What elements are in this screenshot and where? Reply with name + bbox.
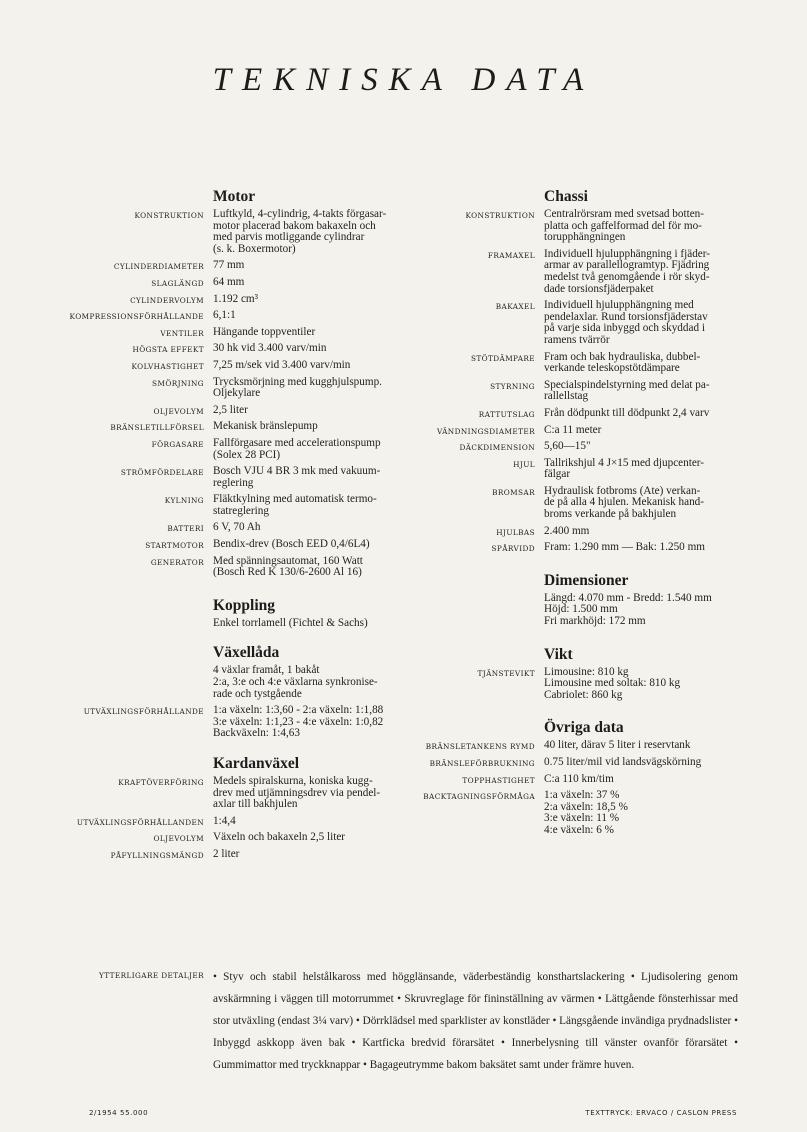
text-line: 30 hk vid 3.400 varv/min [213,342,327,355]
text-line: Mekanisk bränslepump [213,420,318,433]
text-line: 1:4,4 [213,814,236,827]
spec-row [400,380,800,403]
text-line: (s. k. Boxermotor) [213,242,296,255]
spec-value [535,526,745,538]
motor-rows [0,209,420,579]
spec-label: OLJEVOLYM [153,834,204,844]
text-line: 3:e växeln: 1:1,23 - 4:e växeln: 1:0,82 [213,715,384,728]
ovriga-heading: Övriga data [544,719,624,737]
text-line: (Bosch Red K 130/6-2600 Al 16) [213,566,362,579]
spec-row [0,438,420,461]
right-column [400,188,800,842]
vaxellada-rows [0,705,420,740]
text-line: 4:e växeln: 6 % [544,823,614,836]
spec-row [0,776,420,811]
spec-row [0,405,420,417]
spec-value [204,539,409,551]
text-line: 2:a, 3:e och 4:e växlarna synkronise- [213,676,378,689]
text-line: pendelaxlar. Rund torsionsfjäderstav [544,310,708,323]
koppling-text: Enkel torrlamell (Fichtel & Sachs) [213,616,368,629]
spec-row [0,260,420,272]
spec-row [0,360,420,372]
text-line: medelst två genomgående i rör skyd- [544,270,710,283]
spec-row [0,377,420,400]
spec-value [535,774,745,786]
spec-value [535,408,745,420]
spec-value [204,343,409,355]
text-line: C:a 110 km/tim [544,772,614,785]
text-line: Cabriolet: 860 kg [544,688,623,701]
spec-value [204,705,409,740]
spec-value [535,667,745,702]
spec-row [0,421,420,433]
spec-value [204,294,409,306]
text-line: reglering [213,476,254,489]
text-line: Fri markhöjd: 172 mm [544,615,646,628]
spec-row [0,849,420,861]
text-line: rade och tystgående [213,687,302,700]
text-line: rallellstag [544,390,589,403]
spec-row [400,441,800,453]
text-line: Oljekylare [213,387,261,400]
spec-value [204,849,409,861]
spec-row [0,494,420,517]
spec-row [400,425,800,437]
kardan-heading: Kardanväxel [213,755,300,772]
spec-value [535,542,745,554]
text-line: 7,25 m/sek vid 3.400 varv/min [213,358,351,371]
spec-value [535,441,745,453]
chassi-rows [400,209,800,554]
spec-label: STYRNING [490,381,535,391]
spec-row [400,408,800,420]
spec-label: CYLINDERVOLYM [130,295,204,305]
spec-value [204,438,409,461]
text-line: Från dödpunkt till dödpunkt 2,4 varv [544,406,710,419]
spec-row [400,667,800,702]
text-line: Längd: 4.070 mm - Bredd: 1.540 mm [544,591,712,604]
spec-value [204,310,409,322]
spec-row [400,740,800,752]
text-line: drev med utjämningsdrev via pendel- [213,786,381,799]
spec-label: VENTILER [160,328,204,338]
text-line: Fram och bak hydrauliska, dubbel- [544,350,701,363]
spec-label: SMÖRJNING [152,378,204,388]
text-line: 2.400 mm [544,524,590,537]
spec-row [0,832,420,844]
spec-row [0,327,420,339]
spec-row [400,352,800,375]
spec-label: HJUL [513,459,535,469]
spec-value [204,377,409,400]
spec-value [535,458,745,481]
spec-row [400,458,800,481]
vikt-heading: Vikt [544,645,573,663]
spec-value [535,486,745,521]
text-line: 40 liter, därav 5 liter i reservtank [544,739,691,752]
spec-value [204,776,409,811]
text-line: 0.75 liter/mil vid landsvägskörning [544,756,702,768]
text-line: Med spänningsautomat, 160 Watt [213,554,363,567]
spec-label: PÅFYLLNINGSMÄNGD [110,850,204,860]
spec-label: BRÄNSLETILLFÖRSEL [110,423,204,433]
spec-row [0,466,420,489]
spec-label: KONSTRUKTION [134,211,204,220]
spec-label: KYLNING [164,496,204,506]
spec-value [204,327,409,339]
spec-row [400,486,800,521]
spec-label: STARTMOTOR [145,541,204,551]
text-line: Individuell hjulupphängning med [544,299,694,312]
vaxellada-text [0,665,400,700]
spec-label: GENERATOR [150,557,204,567]
text-line: Individuell hjulupphängning i fjäder- [544,247,710,260]
spec-value [535,740,745,752]
spec-row [0,539,420,551]
spec-row [0,556,420,579]
spec-value [204,816,409,828]
spec-value [535,425,745,437]
text-line: Fallförgasare med accelerationspump [213,436,381,449]
text-line: 3:e växeln: 11 % [544,812,620,825]
spec-label: STRÖMFÖRDELARE [120,468,204,478]
spec-label: BRÄNSLEFÖRBRUKNING [429,759,535,768]
text-line: 6 V, 70 Ah [213,521,261,534]
spec-value [204,466,409,489]
text-line: 4 växlar framåt, 1 bakåt [213,664,320,677]
spec-label: TOPPHASTIGHET [462,775,535,785]
text-line: Backväxeln: 1:4,63 [213,727,300,740]
text-line: Centralrörsram med svetsad botten- [544,208,704,220]
spec-row [0,705,420,740]
text-line: med parvis motliggande cylindrar [213,231,365,244]
spec-row [0,310,420,322]
spec-label: RATTUTSLAG [478,409,535,419]
text-line: motor placerad bakom bakaxeln och [213,219,376,232]
spec-label: BROMSAR [492,487,535,497]
spec-label: KOLVHASTIGHET [131,361,204,371]
text-line: 77 mm [213,259,245,272]
spec-value [204,421,409,433]
spec-label: FRAMAXEL [487,250,535,260]
text-line: axlar till bakhjulen [213,798,298,811]
spec-label: FÖRGASARE [151,439,204,449]
spec-row [0,209,420,255]
dimensioner-text [400,593,800,628]
text-line: broms verkande på bakhjulen [544,508,677,521]
spec-row [400,757,800,769]
text-line: de på alla 4 hjulen. Mekanisk hand- [544,496,704,509]
spec-label: HÖGSTA EFFEKT [132,345,204,355]
spec-value [204,494,409,517]
spec-label: STÖTDÄMPARE [470,353,535,363]
text-line: Växeln och bakaxeln 2,5 liter [213,831,346,844]
spec-value [204,405,409,417]
text-line: 6,1:1 [213,309,236,322]
text-line: statreglering [213,504,269,517]
spec-row [0,294,420,306]
text-line: verkande teleskopstötdämpare [544,362,680,375]
text-line: (Solex 28 PCI) [213,448,281,461]
spec-row [400,526,800,538]
spec-value [535,380,745,403]
spec-label: BACKTAGNINGSFÖRMÅGA [423,792,535,802]
text-line: Tallrikshjul 4 J×15 med djupcenter- [544,456,705,469]
spec-row [400,790,800,836]
spec-row [400,249,800,295]
spec-row [0,816,420,828]
spec-value [535,757,745,769]
spec-label: TJÄNSTEVIKT [477,668,535,678]
spec-value [204,556,409,579]
spec-label: KRAFTÖVERFÖRING [118,778,204,787]
koppling-heading: Koppling [213,596,276,614]
text-line: C:a 11 meter [544,423,602,436]
text-line: Limousine: 810 kg [544,665,629,678]
text-line: Bosch VJU 4 BR 3 mk med vakuum- [213,465,381,478]
spec-row [0,343,420,355]
spec-row [0,522,420,534]
text-line: Bendix-drev (Bosch EED 0,4/6L4) [213,538,370,551]
vaxellada-heading: Växellåda [213,644,280,662]
text-line: Luftkyld, 4-cylindrig, 4-takts förgasar- [213,208,387,220]
spec-label: VÄNDNINGSDIAMETER [436,426,535,436]
page-title: TEKNISKA DATA [212,62,595,98]
text-line: på varje sida inbyggd och skyddad i [544,322,705,335]
chassi-heading: Chassi [544,188,588,205]
text-line: 2,5 liter [213,403,248,416]
text-line: torupphängningen [544,231,626,244]
text-line: 2 liter [213,847,240,860]
spec-row [0,277,420,289]
footer-print-code: 2/1954 55.000 [89,1109,149,1117]
spec-row [400,542,800,554]
spec-value [204,277,409,289]
extra-label: YTTERLIGARE DETALJER [99,971,204,980]
spec-value [204,260,409,272]
text-line: 5,60—15" [544,440,591,453]
spec-label: CYLINDERDIAMETER [113,262,204,272]
text-line: armar av parallellogramtyp. Fjädring [544,259,710,272]
text-line: ramens tvärrör [544,333,610,346]
spec-value [204,522,409,534]
text-line: fälgar [544,468,571,481]
extra-text: • Styv och stabil helstålkaross med högglänsande, väderbeständig konsthartslackering • Ljudisolering genom avskärmning i väggen till motorrummet • Skruvreglage för fininställning av värmen • Lättgående fönsterhissar med stor utväxling (endast 3¼ varv) • Dörrklädsel med sparklister av konstläder • Längsgående invändiga prydnadslister • Inbyggd askkopp även bak • Kartficka bredvid förarsätet • Innerbelysning till vänster ovanför förarsätet • Gummimattor med tryckknappar • Bagageutrymme bakom baksätet samt under främre huven. [213,971,738,1071]
text-line: Medels spiralskurna, koniska kugg- [213,775,373,787]
text-line: 2:a växeln: 18,5 % [544,800,628,813]
text-line: Fläktkylning med automatisk termo- [213,493,377,506]
motor-heading: Motor [213,188,256,205]
spec-label: BAKAXEL [495,302,535,312]
text-line: Fram: 1.290 mm — Bak: 1.250 mm [544,541,705,554]
spec-row [400,209,800,244]
spec-value [535,352,745,375]
spec-value [204,832,409,844]
ovriga-rows [400,740,800,836]
spec-label: SLAGLÄNGD [151,278,204,288]
spec-label: BRÄNSLETANKENS RYMD [425,742,535,752]
spec-label: KONSTRUKTION [465,211,535,220]
text-line: 1.192 cm³ [213,292,258,305]
text-line: 1:a växeln: 37 % [544,789,620,802]
spec-label: BATTERI [167,524,204,534]
spec-label: DÄCKDIMENSION [459,443,535,453]
text-line: Trycksmörjning med kugghjulspump. [213,375,382,388]
spec-label: HJULBAS [496,527,535,537]
spec-label: SPÅRVIDD [491,544,535,554]
spec-label: KOMPRESSIONSFÖRHÅLLANDE [69,312,204,322]
spec-label: OLJEVOLYM [153,406,204,416]
text-line: Hydraulisk fotbroms (Ate) verkan- [544,484,701,497]
text-line: Limousine med soltak: 810 kg [544,677,681,690]
dimensioner-heading: Dimensioner [544,571,629,589]
text-line: 1:a växeln: 1:3,60 - 2:a växeln: 1:1,88 [213,704,384,717]
footer-printer: TEXTTRYCK: ERVACO / CASLON PRESS [585,1109,737,1117]
spec-value [535,300,745,346]
spec-row [400,300,800,346]
spec-label: UTVÄXLINGSFÖRHÅLLANDEN [76,817,204,827]
spec-value [204,209,409,255]
kardan-rows [0,776,420,861]
text-line: Specialspindelstyrning med delat pa- [544,378,710,391]
text-line: 64 mm [213,275,245,288]
spec-value [535,249,745,295]
text-line: Hängande toppventiler [213,325,316,338]
spec-value [204,360,409,372]
spec-row [400,774,800,786]
text-line: Höjd: 1.500 mm [544,603,618,616]
vikt-rows [400,667,800,702]
spec-label: UTVÄXLINGSFÖRHÅLLANDE [83,707,204,717]
spec-value [535,790,745,836]
text-line: platta och gaffelformad del för mo- [544,219,702,232]
left-column [0,188,420,866]
text-line: dade torsionsfjäderpaket [544,282,654,295]
spec-value [535,209,745,244]
